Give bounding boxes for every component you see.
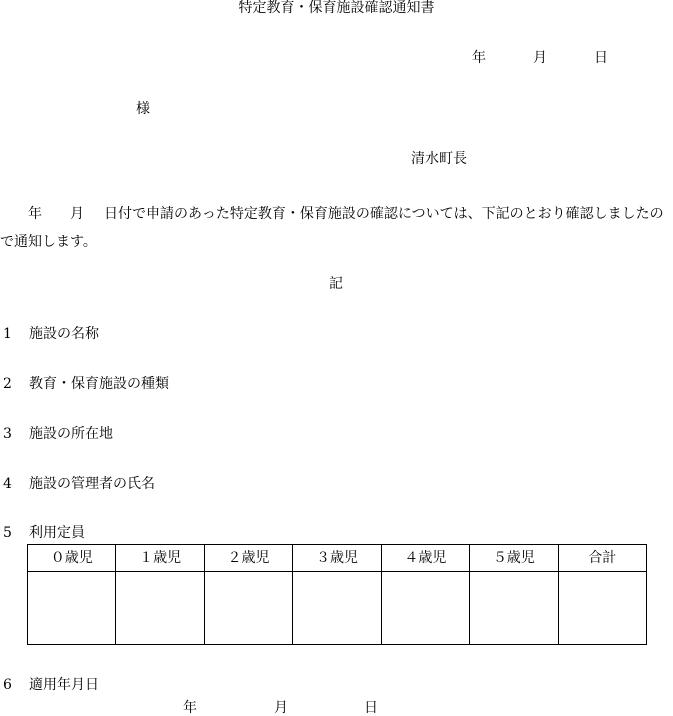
value-age-1 — [116, 572, 204, 645]
body-paragraph — [0, 200, 673, 256]
header-age-3: ３歳児 — [293, 545, 381, 572]
item-label: 適用年月日 — [29, 677, 99, 693]
value-age-0 — [28, 572, 116, 645]
header-age-5: ５歳児 — [470, 545, 558, 572]
header-age-4: ４歳児 — [381, 545, 469, 572]
item-number: 1 — [3, 326, 12, 342]
body-text: 日付で申請のあった特定教育・保育施設の確認については、下記のとおり確認しましたので通知します。 — [0, 206, 664, 250]
item-number: 6 — [3, 677, 12, 693]
issuer-name: 清水町長 — [411, 151, 467, 167]
value-age-2 — [204, 572, 292, 645]
capacity-table — [27, 544, 647, 645]
body-year: 年 — [28, 206, 42, 222]
document-title: 特定教育・保育施設確認通知書 — [238, 0, 435, 16]
value-age-3 — [293, 572, 381, 645]
item-number: 3 — [3, 426, 12, 442]
date-year: 年 — [472, 50, 486, 66]
body-month: 月 — [70, 206, 84, 222]
item-label: 利用定員 — [29, 525, 85, 541]
capacity-header-row — [28, 545, 647, 572]
item-label: 施設の管理者の氏名 — [29, 476, 155, 492]
item-number: 4 — [3, 476, 12, 492]
applied-month: 月 — [274, 700, 288, 716]
item-number: 5 — [3, 525, 12, 541]
addressee-suffix: 様 — [136, 101, 150, 117]
value-total — [558, 572, 646, 645]
date-day: 日 — [594, 50, 608, 66]
item-label: 教育・保育施設の種類 — [29, 376, 169, 392]
item-label: 施設の名称 — [29, 326, 99, 342]
applied-day: 日 — [364, 700, 378, 716]
value-age-5 — [470, 572, 558, 645]
header-age-0: ０歳児 — [28, 545, 116, 572]
ki-heading: 記 — [329, 276, 343, 292]
item-label: 施設の所在地 — [29, 426, 113, 442]
capacity-value-row — [28, 572, 647, 645]
header-total: 合計 — [558, 545, 646, 572]
applied-year: 年 — [183, 700, 197, 716]
header-age-1: １歳児 — [116, 545, 204, 572]
date-month: 月 — [533, 50, 547, 66]
item-number: 2 — [3, 376, 12, 392]
value-age-4 — [381, 572, 469, 645]
header-age-2: ２歳児 — [204, 545, 292, 572]
